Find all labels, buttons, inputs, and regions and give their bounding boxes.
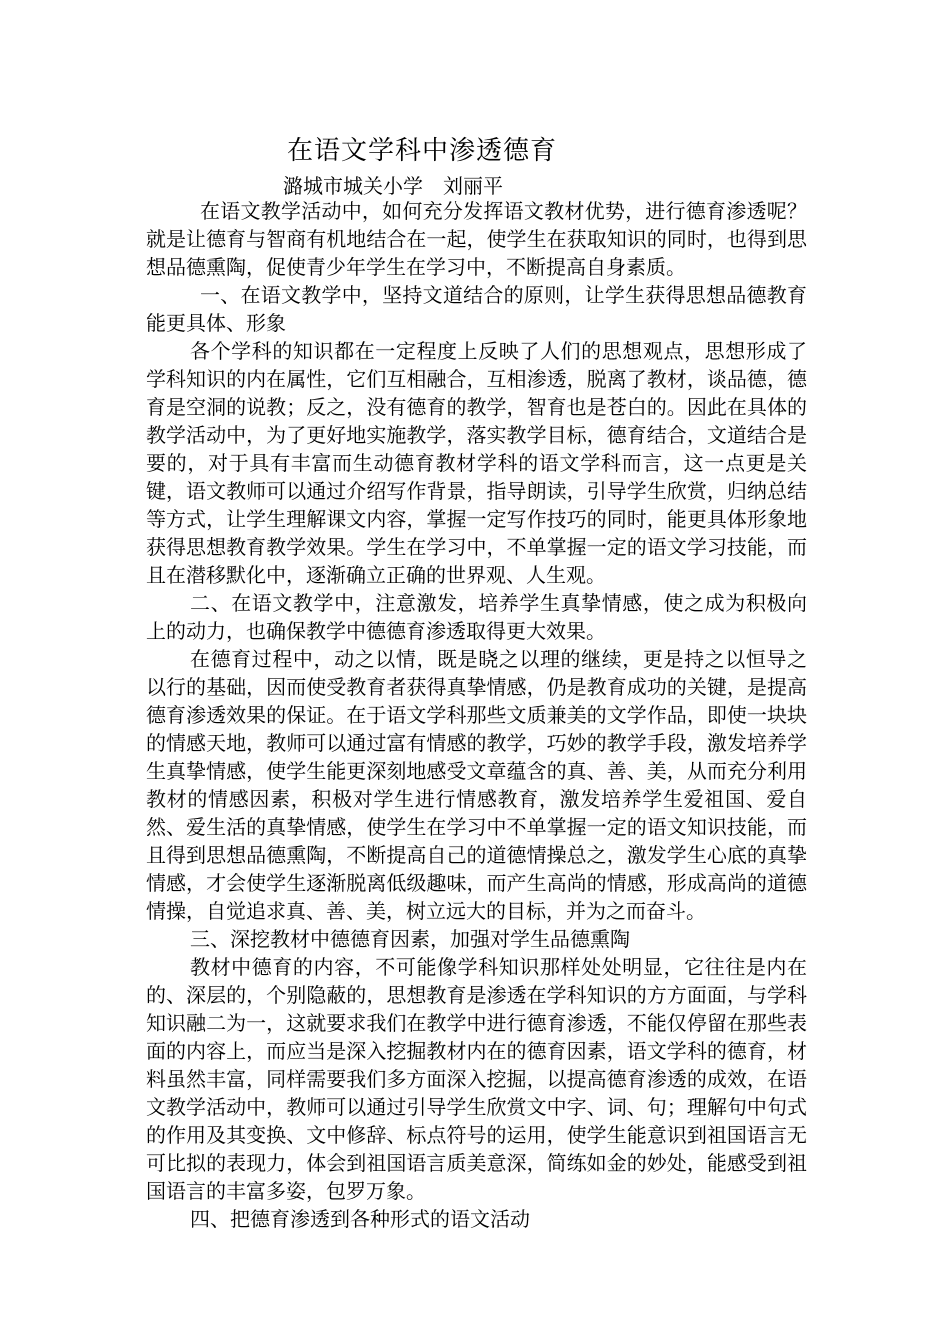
document-title: 在语文学科中渗透德育: [287, 136, 558, 166]
body-paragraph: 在德育过程中，动之以情，既是晓之以理的继续，更是持之以恒导之以行的基础，因而使受教育者获得真挚情感，仍是教育成功的关键，是提高德育渗透效果的保证。在于语文学科那些文质兼美的文学作品，即使一块块的情感天地，教师可以通过富有情感的教学，巧妙的教学手段，激发培养学生真挚情感，使学生能更深刻地感受文章蕴含的真、善、美，从而充分利用教材的情感因素，积极对学生进行情感教育，激发培养学生爱祖国、爱自然、爱生活的真挚情感，使学生在学习中不单掌握一定的语文知识技能，而且得到思想品德熏陶，不断提高自己的道德情操总之，激发学生心底的真挚情感，才会使学生逐渐脱离低级趣味，而产生高尚的情感，形成高尚的道德情操，自觉追求真、善、美，树立远大的目标，并为之而奋斗。: [146, 647, 807, 923]
document-body: [146, 197, 807, 1233]
section-heading-2: 二、在语文教学中，注意激发，培养学生真挚情感，使之成为积极向上的动力，也确保教学中德德育渗透取得更大效果。: [146, 591, 807, 643]
body-paragraph: 教材中德育的内容，不可能像学科知识那样处处明显，它往往是内在的、深层的，个别隐蔽的，思想教育是渗透在学科知识的方方面面，与学科知识融二为一，这就要求我们在教学中进行德育渗透，不能仅停留在那些表面的内容上，而应当是深入挖掘教材内在的德育因素，语文学科的德育，材料虽然丰富，同样需要我们多方面深入挖掘，以提高德育渗透的成效，在语文教学活动中，教师可以通过引导学生欣赏文中字、词、句；理解句中句式的作用及其变换、文中修辞、标点符号的运用，使学生能意识到祖国语言无可比拟的表现力，体会到祖国语言质美意深，简练如金的妙处，能感受到祖国语言的丰富多姿，包罗万象。: [146, 955, 807, 1203]
section-heading-4: 四、把德育渗透到各种形式的语文活动: [190, 1207, 530, 1231]
intro-paragraph: 在语文教学活动中，如何充分发挥语文教材优势，进行德育渗透呢？就是让德育与智商有机地结合在一起，使学生在获取知识的同时，也得到思想品德熏陶，促使青少年学生在学习中，不断提高自身素质。: [146, 199, 807, 279]
section-heading-3: 三、深挖教材中德德育因素，加强对学生品德熏陶: [190, 927, 630, 951]
section-heading-1: 一、在语文教学中，坚持文道结合的原则，让学生获得思想品德教育能更具体、形象: [146, 283, 807, 335]
document-author: 潞城市城关小学 刘丽平: [283, 174, 503, 198]
body-paragraph: 各个学科的知识都在一定程度上反映了人们的思想观点，思想形成了学科知识的内在属性，它们互相融合，互相渗透，脱离了教材，谈品德，德育是空洞的说教；反之，没有德育的教学，智育也是苍白的。因此在具体的教学活动中，为了更好地实施教学，落实教学目标，德育结合，文道结合是要的，对于具有丰富而生动德育教材学科的语文学科而言，这一点更是关键，语文教师可以通过介绍写作背景，指导朗读，引导学生欣赏，归纳总结等方式，让学生理解课文内容，掌握一定写作技巧的同时，能更具体形象地获得思想教育教学效果。学生在学习中，不单掌握一定的语文学习技能，而且在潜移默化中，逐渐确立正确的世界观、人生观。: [146, 339, 807, 587]
